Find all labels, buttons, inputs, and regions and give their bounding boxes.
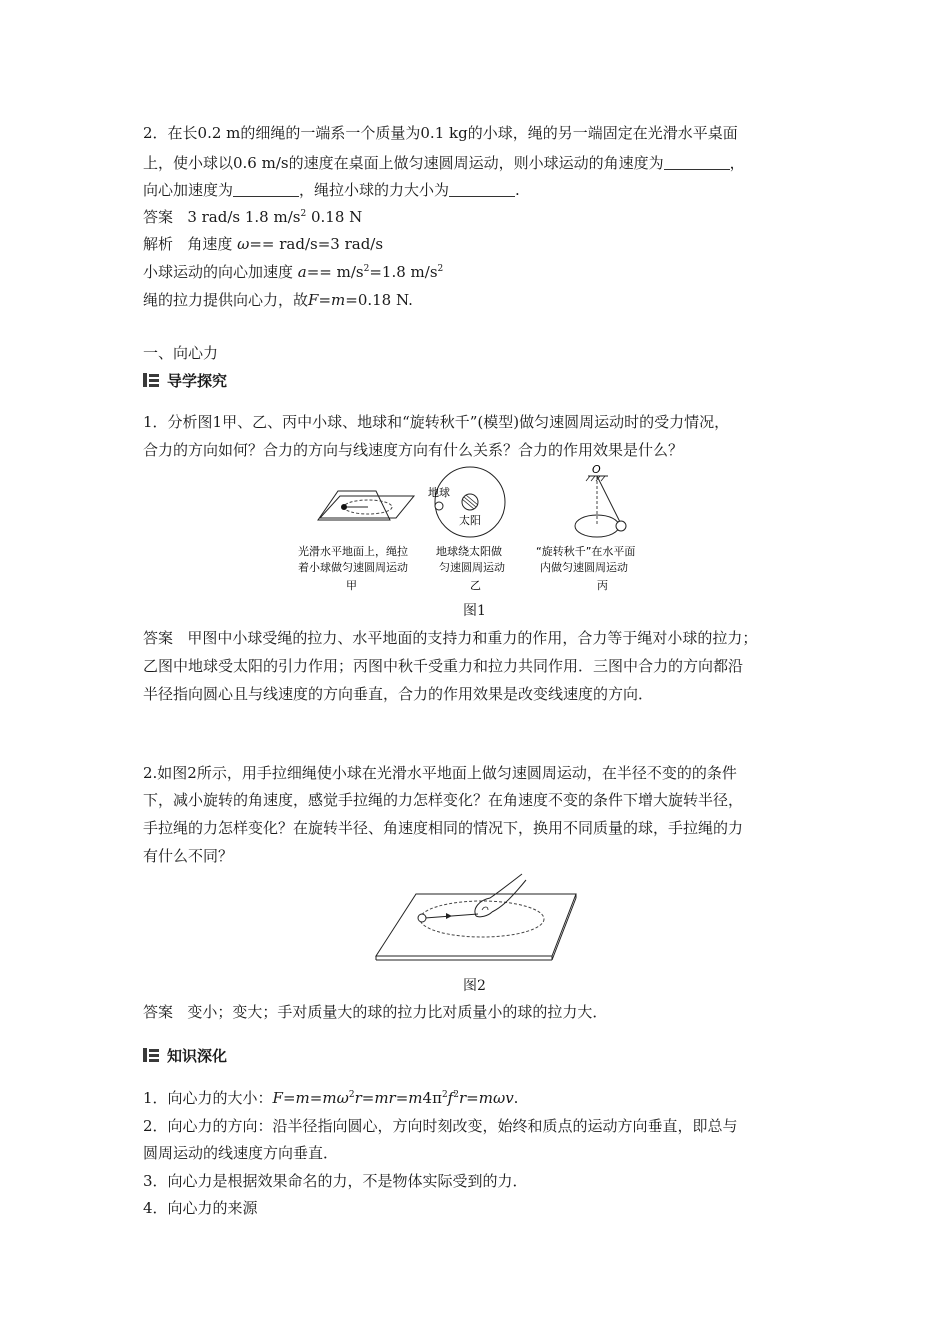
- section-bar-title: 导学探究: [167, 371, 228, 390]
- jia-caption-line2: 着小球做匀速圆周运动: [298, 561, 408, 574]
- section-bar-explore: [143, 368, 227, 392]
- circular-path: [420, 901, 544, 937]
- a1-line3: 半径指向圆心且与线速度的方向垂直，合力的作用效果是改变线速度的方向．: [143, 685, 654, 703]
- knowledge-item-2-line2: 圆周运动的线速度方向垂直．: [143, 1144, 339, 1162]
- yi-caption-line1: 地球绕太阳做: [436, 545, 502, 558]
- knowledge-item-4: 4．向心力的来源: [143, 1199, 258, 1217]
- problem2-line1: 2．在长0.2 m的细绳的一端系一个质量为0.1 kg的小球，绳的另一端固定在光滑水平桌面: [143, 124, 738, 142]
- figure-1: [290, 462, 670, 597]
- bing-caption-line2: 内做匀速圆周运动: [540, 561, 628, 574]
- yi-label: 乙: [470, 579, 481, 592]
- label-earth: 地球: [428, 486, 450, 499]
- knowledge-item-1: 1．向心力的大小：$F=m=m\omega^2r=mr=m4\pi^2f^2r=m\omega v$.: [143, 1089, 519, 1107]
- a1-line1: 答案 甲图中小球受绳的拉力、水平地面的支持力和重力的作用，合力等于绳对小球的拉力；: [143, 629, 758, 647]
- section-bar-icon: [143, 1047, 159, 1063]
- figure-2: [372, 866, 582, 968]
- problem2-line3: 向心加速度为 ，绳拉小球的力大小为 .: [143, 181, 520, 199]
- label-o: O: [592, 463, 601, 476]
- bing-label: 丙: [597, 579, 608, 592]
- q1-line1: 1．分析图1甲、乙、丙中小球、地球和“旋转秋千”(模型)做匀速圆周运动时的受力情况，: [143, 413, 730, 431]
- bing-caption-line1: “旋转秋千”在水平面: [536, 545, 636, 558]
- knowledge-item-3: 3．向心力是根据效果命名的力，不是物体实际受到的力．: [143, 1172, 528, 1190]
- figure-1-caption: 图1: [463, 603, 486, 619]
- section-title-centripetal-force: 一、向心力: [143, 344, 219, 362]
- q2-line4: 有什么不同？: [143, 847, 234, 865]
- answer-blank-1[interactable]: [664, 155, 730, 170]
- q1-line2: 合力的方向如何？合力的方向与线速度方向有什么关系？合力的作用效果是什么？: [143, 441, 684, 459]
- section-bar-title: 知识深化: [167, 1046, 228, 1065]
- a1-line2: 乙图中地球受太阳的引力作用；丙图中秋千受重力和拉力共同作用．三图中合力的方向都沿: [143, 657, 744, 675]
- problem2-force: 绳的拉力提供向心力，故F=m=0.18 N.: [143, 291, 413, 309]
- answer-blank-3[interactable]: [449, 182, 515, 197]
- q2-line3: 手拉绳的力怎样变化？在旋转半径、角速度相同的情况下，换用不同质量的球，手拉绳的力: [143, 819, 744, 837]
- knowledge-item-2-line1: 2．向心力的方向：沿半径指向圆心，方向时刻改变，始终和质点的运动方向垂直，即总与: [143, 1117, 738, 1135]
- problem2-answer: 答案 3 rad/s 1.8 $m/s^2$ 0.18 N: [143, 208, 363, 226]
- section-bar-knowledge: [143, 1043, 227, 1067]
- table-plane: [376, 894, 576, 956]
- jia-caption-line1: 光滑水平地面上，绳拉: [298, 545, 408, 558]
- a2-line: 答案 变小；变大；手对质量大的球的拉力比对质量小的球的拉力大．: [143, 1003, 608, 1021]
- problem2-line2: 上，使小球以0.6 m/s的速度在桌面上做匀速圆周运动，则小球运动的角速度为 ，: [143, 154, 745, 172]
- figure-1-jia-diagram: [318, 491, 414, 520]
- q2-line2: 下，减小旋转的角速度，感觉手拉绳的力怎样变化？在角速度不变的条件下增大旋转半径，: [143, 791, 744, 809]
- jia-label: 甲: [346, 579, 357, 592]
- problem2-analysis: 解析 角速度 ω== rad/s=3 rad/s: [143, 235, 384, 253]
- figure-2-caption: 图2: [463, 978, 486, 994]
- q2-line1: 2.如图2所示，用手拉细绳使小球在光滑水平地面上做匀速圆周运动，在半径不变的的条件: [143, 764, 737, 782]
- label-sun: 太阳: [459, 514, 481, 527]
- yi-caption-line2: 匀速圆周运动: [439, 561, 505, 574]
- bing-ball: [616, 521, 626, 531]
- ball: [418, 914, 426, 922]
- answer-blank-2[interactable]: [233, 182, 299, 197]
- figure-1-bing-diagram: [575, 476, 626, 537]
- problem2-acceleration: 小球运动的向心加速度 $a== m/s^2=1.8$ $m/s^2$: [143, 263, 444, 281]
- section-bar-icon: [143, 372, 159, 388]
- jia-ball: [341, 504, 347, 510]
- earth-icon: [435, 502, 443, 510]
- direction-arrow-icon: [446, 913, 452, 919]
